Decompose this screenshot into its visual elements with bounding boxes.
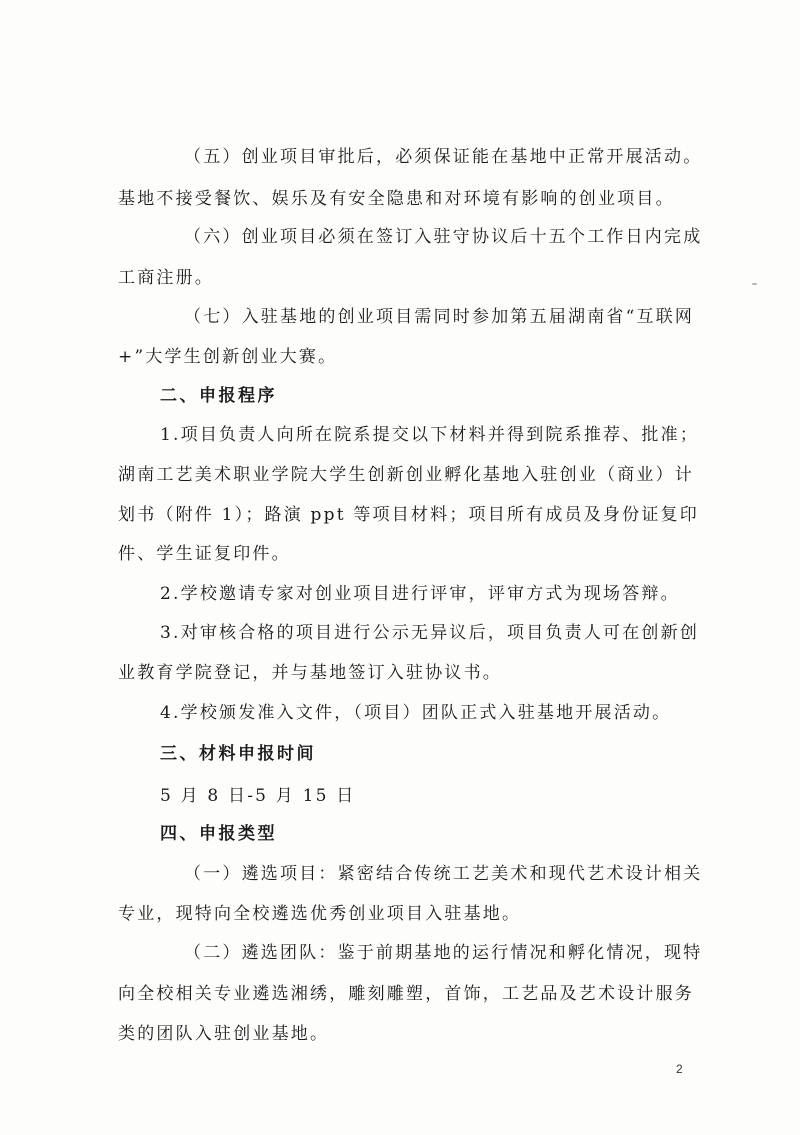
type-2-line-2: 向全校相关专业遴选湘绣，雕刻雕塑，首饰，工艺品及艺术设计服务 [118,984,694,1004]
section-heading-submission-time: 三、材料申报时间 [160,744,316,764]
paragraph-7-line-1: （七）入驻基地的创业项目需同时参加第五届湖南省“互联网 [184,307,695,327]
section-heading-application-types: 四、申报类型 [160,824,277,844]
procedure-step-1-line-3: 划书（附件 1）；路演 ppt 等项目材料；项目所有成员及身份证复印 [118,505,699,525]
paragraph-6-line-2: 工商注册。 [118,268,214,288]
procedure-step-3-line-2: 业教育学院登记，并与基地签订入驻协议书。 [118,663,502,683]
procedure-step-3-line-1: 3.对审核合格的项目进行公示无异议后，项目负责人可在创新创 [160,623,700,643]
procedure-step-1-line-4: 件、学生证复印件。 [118,544,291,564]
scan-speck [752,283,757,285]
procedure-step-1-line-1: 1.项目负责人向所在院系提交以下材料并得到院系推荐、批准； [160,425,700,445]
paragraph-5-line-2: 基地不接受餐饮、娱乐及有安全隐患和对环境有影响的创业项目。 [118,189,675,209]
page-number: 2 [676,1062,683,1076]
paragraph-6-line-1: （六）创业项目必须在签订入驻守协议后十五个工作日内完成 [184,227,703,247]
type-1-line-1: （一）遴选项目：紧密结合传统工艺美术和现代艺术设计相关 [184,864,703,884]
paragraph-7-line-2: +”大学生创新创业大赛。 [118,347,338,367]
type-1-line-2: 专业，现特向全校遴选优秀创业项目入驻基地。 [118,904,522,924]
type-2-line-3: 类的团队入驻创业基地。 [118,1024,330,1044]
type-2-line-1: （二）遴选团队：鉴于前期基地的运行情况和孵化情况，现特 [184,943,703,963]
submission-date-range: 5 月 8 日-5 月 15 日 [160,786,356,806]
paragraph-5-line-1: （五）创业项目审批后，必须保证能在基地中正常开展活动。 [184,147,703,167]
procedure-step-1-line-2: 湖南工艺美术职业学院大学生创新创业孵化基地入驻创业（商业）计 [118,465,694,485]
procedure-step-4: 4.学校颁发准入文件，（项目）团队正式入驻基地开展活动。 [160,703,672,723]
procedure-step-2: 2.学校邀请专家对创业项目进行评审，评审方式为现场答辩。 [160,584,680,604]
section-heading-application-procedure: 二、申报程序 [160,386,277,406]
